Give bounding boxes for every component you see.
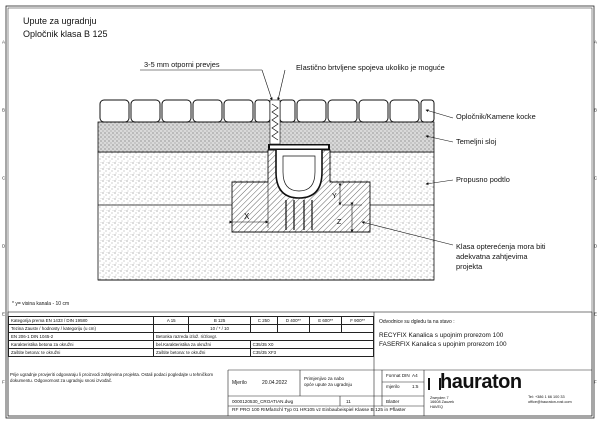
row-letter-f-left: F	[2, 379, 5, 385]
brand-address-2: 16608 Zauzek	[430, 400, 455, 404]
label-class-2: adekvatna zahtjevima	[456, 252, 528, 261]
class-b125: B 125	[189, 317, 250, 325]
row-letter-e-right: E	[594, 311, 598, 317]
revision: 11	[346, 399, 351, 404]
label-base: Temeljni sloj	[456, 137, 497, 146]
label-gap: 3-5 mm otporni prevjes	[144, 60, 220, 69]
file-name: 0000120530_CROATIAN.dwg	[232, 399, 294, 404]
row-letter-c-left: C	[2, 175, 6, 181]
label-class-1: Klasa opterećenja mora biti	[456, 242, 546, 251]
recommended-1: RECYFIX Kanalica s upojnim prorezom 100	[379, 332, 504, 339]
row-letter-c-right: C	[594, 175, 598, 181]
label-pavers: Opločnik/Kamene kocke	[456, 112, 536, 121]
class-f900: F 900**	[342, 317, 374, 325]
class-e600: E 600**	[310, 317, 342, 325]
scale-value: 1:5	[412, 384, 419, 389]
class-c250: C 250	[250, 317, 277, 325]
recommended-title: Odvodnice su dgledu ta na stavo :	[379, 319, 455, 325]
row-letter-f-right: F	[594, 379, 597, 385]
std-label: Kategorija prema EN 1433 / DIN 19580	[9, 317, 154, 325]
row4-label: Karakteristika betona za okružni	[9, 341, 154, 349]
format-value: A4	[412, 373, 418, 378]
row-letter-a-right: A	[594, 39, 598, 45]
row5-value: C35/35 XF3	[250, 349, 373, 357]
dim-z-label: Z	[337, 219, 342, 226]
brand-address-3: HAVEQ	[430, 405, 444, 409]
row-letter-b-left: B	[2, 107, 6, 113]
date-label: Mjerilo	[232, 380, 247, 386]
row5-desc: Zaštite betona: te okružni	[154, 349, 251, 357]
row3-std: EN 206-1 DIN 1045-2	[9, 333, 154, 341]
row-letter-e-left: E	[2, 311, 6, 317]
row-letter-b-right: B	[594, 107, 598, 113]
label-class-3: projekta	[456, 262, 483, 271]
row3-desc: Betonka razreda izlož. ri/zlovgr.	[154, 333, 374, 341]
scale-label: mjerilo	[386, 384, 400, 389]
row-letter-d-left: D	[2, 243, 6, 249]
notes-block: Prije ugradnje provjeriti odgovaraju li proizvodi zahtjevima projekta. Ostali podaci pogledajte u tehničkom dokumentu. Odgovornost za ugradnju snosi izvođač.	[10, 372, 214, 383]
label-seal: Elastično brtvljene spojeva ukoliko je moguće	[296, 63, 445, 72]
footer-ref: RF PRO 100 RIMfaSchl Typ 01 HR105 vz Einbaubeispiel Klasse B 125 in Pflaster	[232, 408, 406, 413]
recommended-2: FASERFIX Kanalica s upojnim prorezom 100	[379, 341, 507, 348]
label-permeable: Propusno podtlo	[456, 175, 510, 184]
drawing-title: Upute za ugradnju	[23, 16, 97, 26]
row2-value: 10 / * / 10	[189, 325, 250, 333]
dim-y-label: Y	[332, 193, 337, 200]
date-value: 20.04.2022	[262, 380, 288, 386]
remark: Primjenjivo za nabo opće upute za ugradnju	[304, 376, 353, 387]
row5-label: Zaštite betona: te okružni	[9, 349, 154, 357]
height-note: * y= visina kanala - 10 cm	[12, 301, 70, 307]
row2-label: Tezina Zaustv / hodnosty / kategoriju (u cm)	[9, 325, 154, 333]
sheet-label: Blatter	[386, 399, 400, 404]
brand-logo: hauraton	[440, 371, 522, 393]
brand-address-1: Zweyden 7	[430, 396, 449, 400]
brand-contact-2: office@hauraton-rost.com	[528, 400, 572, 404]
dim-x-label: X	[244, 212, 250, 221]
row-letter-d-right: D	[594, 243, 598, 249]
drawing-subtitle: Opločnik klasa B 125	[23, 29, 108, 39]
row4-desc: bel.Karakteristika za okružni	[154, 341, 251, 349]
format-label: Format DIN	[386, 373, 410, 378]
class-d400: D 400**	[277, 317, 309, 325]
class-a15: A 15	[154, 317, 189, 325]
brand-contact-1: Tel: +386 1 66 100 33	[528, 395, 565, 399]
row4-value: C35/35 X0	[250, 341, 373, 349]
row-letter-a-left: A	[2, 39, 6, 45]
